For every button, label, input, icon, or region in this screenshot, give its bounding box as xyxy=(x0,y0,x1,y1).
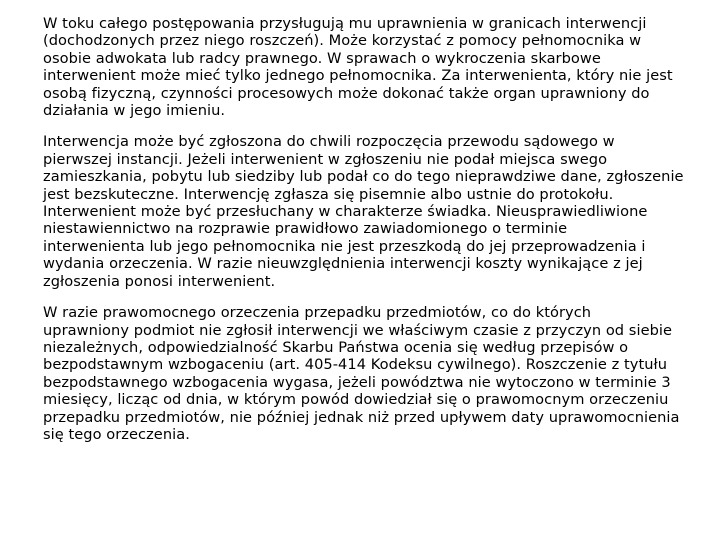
text-line: osobą fizyczną, czynności procesowych może dokonać także organ uprawniony do xyxy=(43,84,650,102)
text-line: przepadku przedmiotów, nie później jednak niż przed upływem daty uprawomocnienia xyxy=(43,408,680,426)
text-line: jest bezskuteczne. Interwencję zgłasza się pisemnie albo ustnie do protokołu. xyxy=(43,185,614,203)
text-line: Interwenient może być przesłuchany w charakterze świadka. Nieusprawiedliwione xyxy=(43,203,648,221)
text-line: uprawniony podmiot nie zgłosił interwencji we właściwym czasie z przyczyn od siebie xyxy=(43,321,673,339)
text-line: W toku całego postępowania przysługują mu uprawnienia w granicach interwencji xyxy=(43,15,647,32)
text-line: Interwencja może być zgłoszona do chwili rozpoczęcia przewodu sądowego w xyxy=(43,133,615,151)
paragraph-intervener-rights xyxy=(43,15,683,119)
text-line: działania w jego imieniu. xyxy=(43,102,226,120)
text-line: (dochodzonych przez niego roszczeń). Może korzystać z pomocy pełnomocnika w xyxy=(43,32,642,50)
text-line: zamieszkania, pobytu lub siedziby lub podał co do tego nieprawdziwe dane, zgłoszenie xyxy=(43,168,684,186)
text-line: niestawiennictwo na rozprawie prawidłowo zawiadomionego o terminie xyxy=(43,220,568,238)
document-page xyxy=(43,15,683,443)
text-line: interwenient może mieć tylko jednego pełnomocnika. Za interwenienta, który nie jest xyxy=(43,67,673,85)
text-line: niezależnych, odpowiedzialność Skarbu Państwa ocenia się według przepisów o xyxy=(43,338,629,356)
text-line: zgłoszenia ponosi interwenient. xyxy=(43,272,276,290)
text-line: bezpodstawnym wzbogaceniu (art. 405-414 Kodeksu cywilnego). Roszczenie z tytułu xyxy=(43,356,668,374)
paragraph-forfeiture-liability xyxy=(43,304,683,443)
text-line: osobie adwokata lub radcy prawnego. W sprawach o wykroczenia skarbowe xyxy=(43,49,601,67)
text-line: wydania orzeczenia. W razie nieuwzględnienia interwencji koszty wynikające z jej xyxy=(43,255,643,273)
text-line: miesięcy, licząc od dnia, w którym powód dowiedział się o prawomocnym orzeczeniu xyxy=(43,391,669,409)
text-line: W razie prawomocnego orzeczenia przepadku przedmiotów, co do których xyxy=(43,304,592,322)
text-line: bezpodstawnego wzbogacenia wygasa, jeżeli powództwa nie wytoczono w terminie 3 xyxy=(43,373,671,391)
paragraph-intervention-filing xyxy=(43,133,683,290)
text-line: pierwszej instancji. Jeżeli interwenient w zgłoszeniu nie podał miejsca swego xyxy=(43,150,608,168)
text-line: interwenienta lub jego pełnomocnika nie jest przeszkodą do jej przeprowadzenia i xyxy=(43,237,646,255)
text-line: się tego orzeczenia. xyxy=(43,425,190,443)
